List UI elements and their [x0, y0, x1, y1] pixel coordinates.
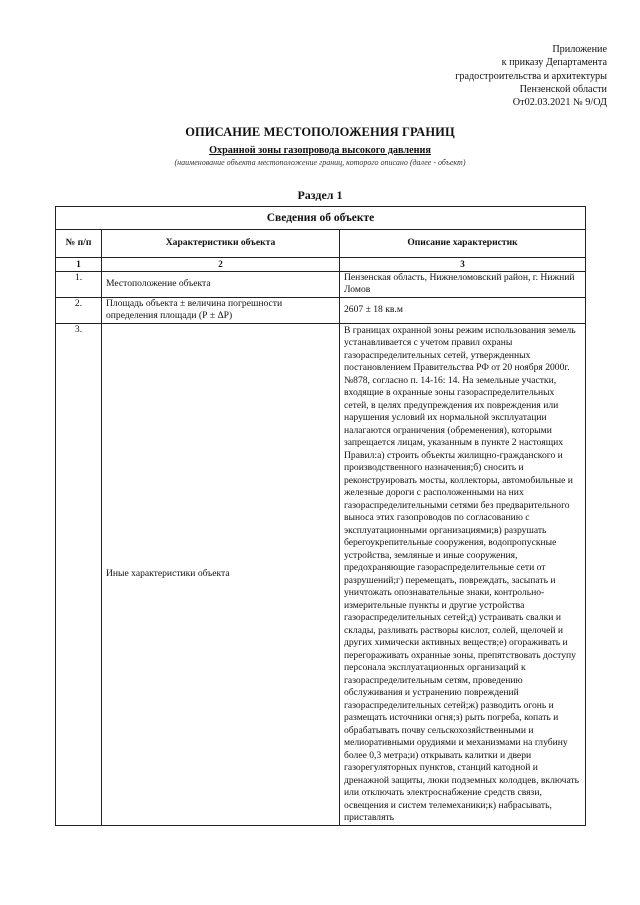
row-description: Пензенская область, Нижнеломовский район, г. Нижний Ломов	[340, 271, 586, 297]
row-number: 2.	[56, 297, 102, 323]
header-number: № п/п	[56, 230, 102, 258]
row-characteristic: Площадь объекта ± величина погрешности определения площади (Р ± ΔР)	[102, 297, 340, 323]
approval-block	[455, 43, 607, 109]
table-caption: Сведения об объекте	[56, 207, 586, 230]
row-description: В границах охранной зоны режим использования земель устанавливается с учетом правил охраны газораспределительных сетей, утвержденных постановлением Правительства РФ от 20 ноября 2000г. №878, согласно п. 14-16: 14. На земельные участки, входящие в охранные зоны газораспределительных сетей, в целях предупреждения их повреждения или нарушения условий их нормальной эксплуатации налагаются ограничения (обременения), которыми запрещается лицам, указанным в пункте 2 настоящих Правил:а) строить объекты жилищно-гражданского и производственного назначения;б) сносить и реконструировать мосты, коллекторы, автомобильные и железные дороги с расположенными на них газораспределительными сетями без предварительного выноса этих газопроводов по согласованию с эксплуатационными организациями;в) разрушать берегоукрепительные сооружения, водопропускные устройства, земляные и иные сооружения, предохраняющие газораспределительные сети от разрушений;г) перемещать, повреждать, засыпать и уничтожать опознавательные знаки, контрольно-измерительные пункты и другие устройства газораспределительных сетей;д) устраивать свалки и склады, разливать растворы кислот, солей, щелочей и других химически активных веществ;е) огораживать и перегораживать охранные зоны, препятствовать доступу персонала эксплуатационных организаций к газораспределительным сетям, проведению обслуживания и устранению повреждений газораспределительных сетей;ж) разводить огонь и размещать источники огня;з) рыть погреба, копать и обрабатывать почву сельскохозяйственными и мелиоративными орудиями и механизмами на глубину более 0,3 метра;и) открывать калитки и двери газорегуляторных пунктов, станций катодной и дренажной защиты, люки подземных колодцев, включать или отключать электроснабжение средств связи, освещения и систем телемеханики;к) набрасывать, приставлять	[340, 323, 586, 825]
document-title: ОПИСАНИЕ МЕСТОПОЛОЖЕНИЯ ГРАНИЦ	[185, 125, 455, 139]
object-info-table	[55, 206, 586, 826]
approval-line: Приложение	[552, 44, 607, 55]
column-number: 1	[56, 258, 102, 272]
header-characteristic: Характеристики объекта	[102, 230, 340, 258]
row-description: 2607 ± 18 кв.м	[340, 297, 586, 323]
row-characteristic: Местоположение объекта	[102, 271, 340, 297]
header-description: Описание характеристик	[340, 230, 586, 258]
approval-line: От02.03.2021 № 9/ОД	[512, 97, 607, 109]
table-row	[56, 271, 586, 297]
row-characteristic: Иные характеристики объекта	[102, 323, 340, 825]
table-header-row	[56, 230, 586, 258]
section-title: Раздел 1	[297, 188, 343, 202]
object-name-hint: (наименование объекта местоположение границ, которого описано (далее - объект)	[174, 158, 466, 167]
table-row	[56, 323, 586, 825]
approval-line: Пензенской области	[519, 83, 607, 95]
row-number: 3.	[56, 323, 102, 825]
column-number: 3	[340, 258, 586, 272]
approval-line: к приказу Департамента	[501, 57, 607, 69]
table-row	[56, 297, 586, 323]
column-number: 2	[102, 258, 340, 272]
object-name: Охранной зоны газопровода высокого давления	[209, 145, 431, 156]
approval-line: градостроительства и архитектуры	[455, 70, 607, 82]
row-number: 1.	[56, 271, 102, 297]
column-number-row	[56, 258, 586, 272]
object-name-line	[0, 145, 640, 156]
